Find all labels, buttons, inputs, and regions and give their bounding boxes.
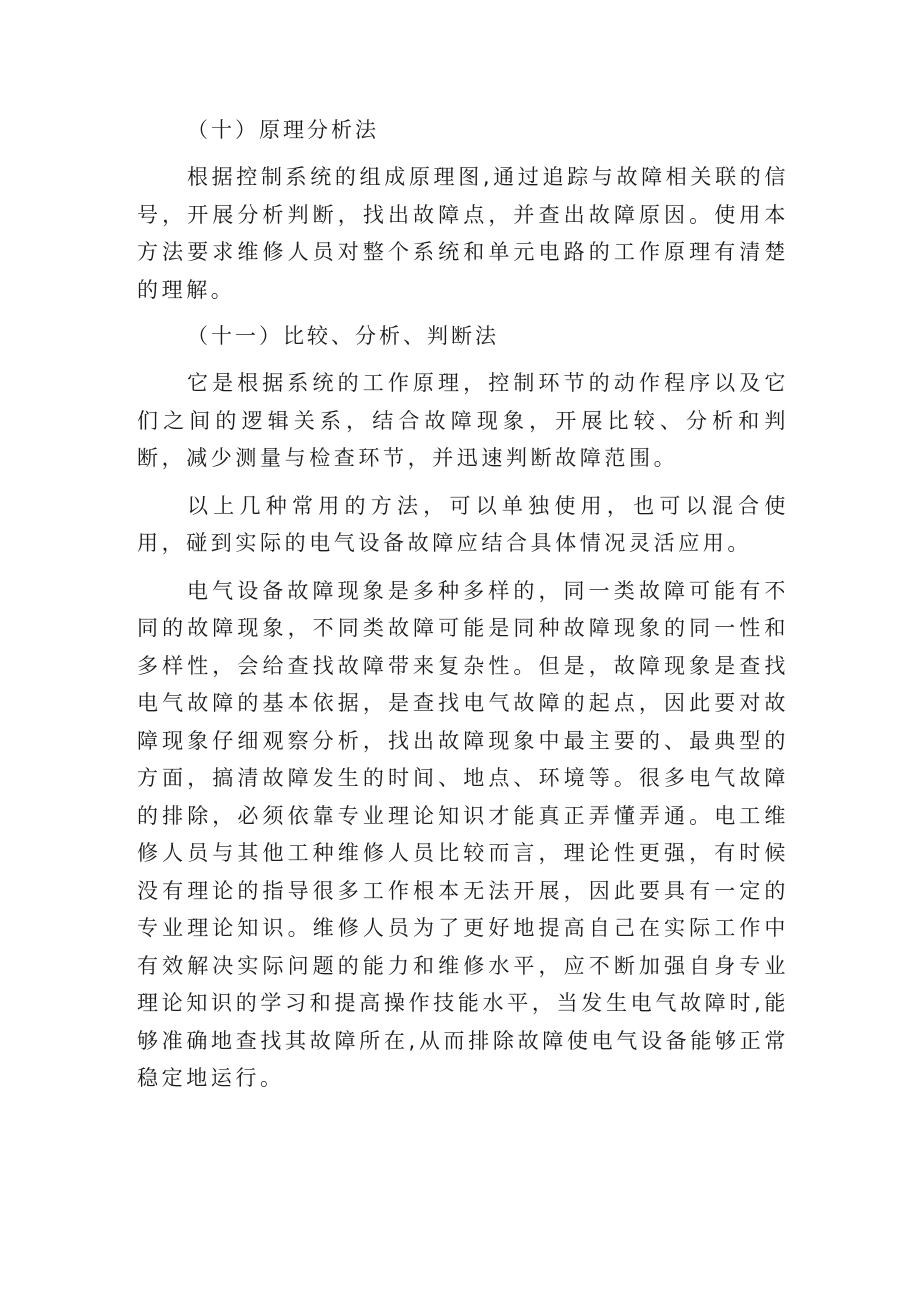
document-body [137, 112, 789, 1108]
section-heading-compare-analyze-judge: （十一）比较、分析、判断法 [187, 324, 499, 348]
section-heading-principle-analysis: （十）原理分析法 [187, 118, 379, 142]
paragraph-fault-phenomena: 电气设备故障现象是多种多样的，同一类故障可能有不同的故障现象，不同类故障可能是同种故障现象的同一性和多样性，会给查找故障带来复杂性。但是，故障现象是查找电气故障的基本依据，是查找电气故障的起点，因此要对故障现象仔细观察分析，找出故障现象中最主要的、最典型的方面，搞清故障发生的时间、地点、环境等。很多电气故障的排除，必须依靠专业理论知识才能真正弄懂弄通。电工维修人员与其他工种维修人员比较而言，理论性更强，有时候没有理论的指导很多工作根本无法开展，因此要具有一定的专业理论知识。维修人员为了更好地提高自己在实际工作中有效解决实际问题的能力和维修水平，应不断加强自身专业理论知识的学习和提高操作技能水平，当发生电气故障时,能够准确地查找其故障所在,从而排除故障使电气设备能够正常稳定地运行。 [137, 578, 789, 1090]
paragraph-compare-analyze-judge: 它是根据系统的工作原理，控制环节的动作程序以及它们之间的逻辑关系，结合故障现象，开展比较、分析和判断，减少测量与检查环节，并迅速判断故障范围。 [137, 371, 789, 470]
paragraph-methods-summary: 以上几种常用的方法，可以单独使用，也可以混合使用，碰到实际的电气设备故障应结合具体情况灵活应用。 [137, 493, 789, 555]
paragraph-principle-analysis: 根据控制系统的组成原理图,通过追踪与故障相关联的信号，开展分析判断，找出故障点，并查出故障原因。使用本方法要求维修人员对整个系统和单元电路的工作原理有清楚的理解。 [137, 165, 789, 302]
